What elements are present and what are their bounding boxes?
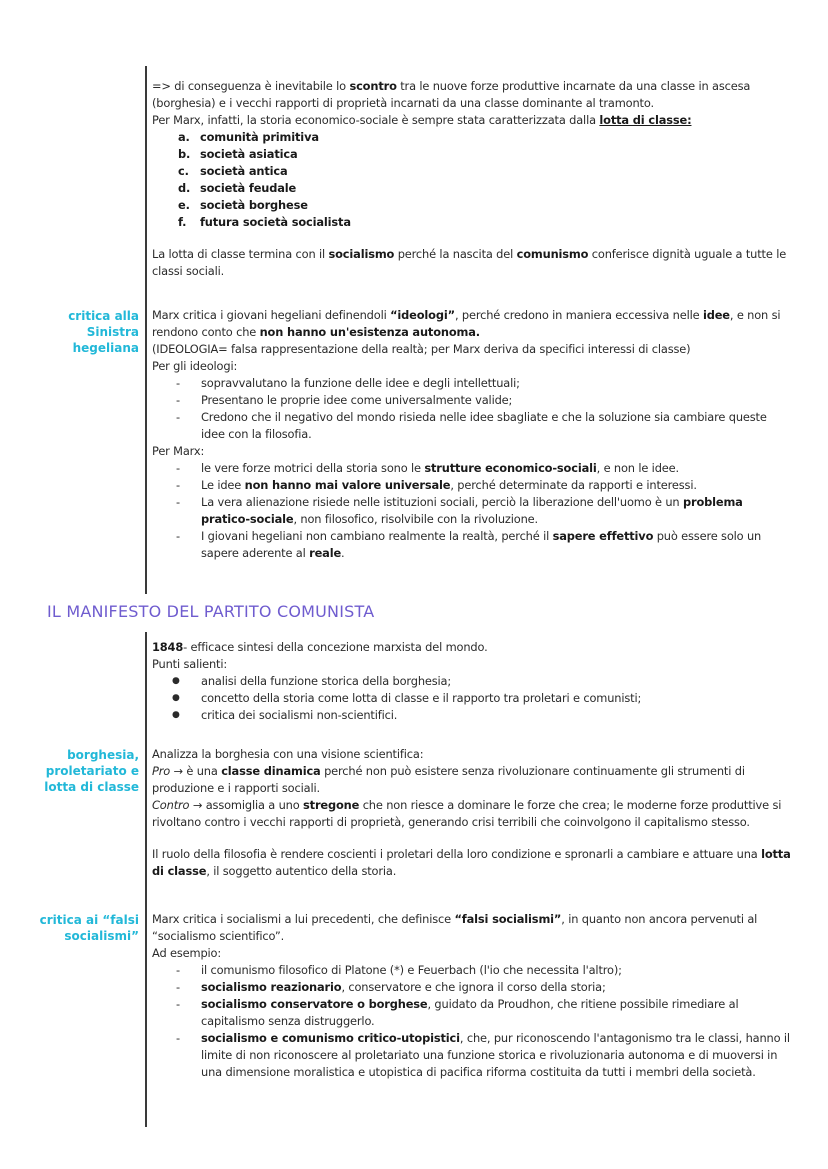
ideologues-paragraph: Marx critica i giovani hegeliani definendoli “ideologi”, perché credono in maniera eccessiva nelle idee, e non si rendono conto che non hanno un'esistenza autonoma. [152,308,781,339]
list-item: ● concetto della storia come lotta di classe e il rapporto tra proletari e comunisti; [172,691,642,705]
societies-list [152,129,792,231]
marx-history-line: Per Marx, infatti, la storia economico-sociale è sempre stata caratterizzata dalla lotta di classe: [152,113,692,127]
list-item: - socialismo reazionario, conservatore e che ignora il corso della storia; [176,980,606,994]
margin-label-hegelian-left: critica alla Sinistra hegeliana [68,309,139,355]
contro-paragraph: Contro → assomiglia a uno stregone che non riesce a dominare le forze che crea; le moderne forze produttive si rivoltano contro i vecchi rapporti di proprietà, generando crisi terribili che coinvolgono il capitalismo stesso. [152,798,782,829]
list-item: e. società borghese [178,198,308,212]
margin-line-bottom [145,632,147,1127]
pro-paragraph: Pro → è una classe dinamica perché non può esistere senza rivoluzionare continuamente gli strumenti di produzione e i rapporti sociali. [152,764,745,795]
list-item: - le vere forze motrici della storia sono le strutture economico-sociali, e non le idee. [176,461,679,475]
marx-list [152,460,792,562]
false-socialisms-paragraph: Marx critica i socialismi a lui precedenti, che definisce “falsi socialismi”, in quanto non ancora pervenuti al “socialismo scientifico”. [152,912,758,943]
list-item: - il comunismo filosofico di Platone (*) e Feuerbach (l'io che necessita l'altro); [176,963,622,977]
section-bourgeoisie [152,746,792,880]
margin-label-false-socialisms: critica ai “falsi socialismi” [39,913,139,943]
section-class-struggle [152,78,792,280]
intro-paragraph: => di conseguenza è inevitabile lo scontro tra le nuove forze produttive incarnate da una classe in ascesa (borghesia) e i vecchi rapporti di proprietà incarnati da una classe dominante al tramonto. [152,79,751,110]
for-marx-title: Per Marx: [152,444,205,458]
manifesto-year-line: 1848- efficace sintesi della concezione marxista del mondo. [152,640,488,654]
points-list [152,673,792,724]
ideologues-list [152,375,792,443]
points-title: Punti salienti: [152,657,228,671]
list-item: a. comunità primitiva [178,130,319,144]
examples-list [152,962,792,1081]
section-heading: IL MANIFESTO DEL PARTITO COMUNISTA [47,602,375,621]
list-item: - socialismo e comunismo critico-utopistici, che, pur riconoscendo l'antagonismo tra le classi, hanno il limite di non riconoscere al proletariato una funzione storica e rivoluzionaria autonoma e di muoversi in una dimensione moralistica e utopistica di pacifica riforma costituita da tutti i membri della società. [176,1031,790,1079]
section-false-socialisms [152,911,792,1081]
list-item: - sopravvalutano la funzione delle idee e degli intellettuali; [176,376,520,390]
list-item: ● analisi della funzione storica della borghesia; [172,674,452,688]
margin-line-top [145,66,147,594]
list-item: - Le idee non hanno mai valore universale, perché determinate da rapporti e interessi. [176,478,697,492]
list-item: - Credono che il negativo del mondo risieda nelle idee sbagliate e che la soluzione sia cambiare queste idee con la filosofia. [176,410,767,441]
list-item: c. società antica [178,164,288,178]
ideology-definition: (IDEOLOGIA= falsa rappresentazione della realtà; per Marx deriva da specifici interessi di classe) [152,342,691,356]
list-item: - La vera alienazione risiede nelle istituzioni sociali, perciò la liberazione dell'uomo è un problema pratico-sociale, non filosofico, risolvibile con la rivoluzione. [176,495,743,526]
margin-label-bourgeoisie: borghesia, proletariato e lotta di classe [44,748,139,794]
list-item: b. società asiatica [178,147,298,161]
for-ideologues-title: Per gli ideologi: [152,359,238,373]
section-hegelian-critique [152,307,792,562]
bourgeoisie-intro: Analizza la borghesia con una visione scientifica: [152,747,424,761]
list-item: f. futura società socialista [178,215,351,229]
section-manifesto [152,639,792,724]
philosophy-role-paragraph: Il ruolo della filosofia è rendere coscienti i proletari della loro condizione e spronarli a cambiare e attuare una lotta di classe, il soggetto autentico della storia. [152,847,791,878]
list-item: - I giovani hegeliani non cambiano realmente la realtà, perché il sapere effettivo può essere solo un sapere aderente al reale. [176,529,762,560]
list-item: ● critica dei socialismi non-scientifici. [172,708,398,722]
example-title: Ad esempio: [152,946,222,960]
list-item: d. società feudale [178,181,297,195]
list-item: - socialismo conservatore o borghese, guidato da Proudhon, che ritiene possibile rimediare al capitalismo senza distruggerlo. [176,997,739,1028]
end-struggle-paragraph: La lotta di classe termina con il socialismo perché la nascita del comunismo conferisce dignità uguale a tutte le classi sociali. [152,247,787,278]
list-item: - Presentano le proprie idee come universalmente valide; [176,393,513,407]
